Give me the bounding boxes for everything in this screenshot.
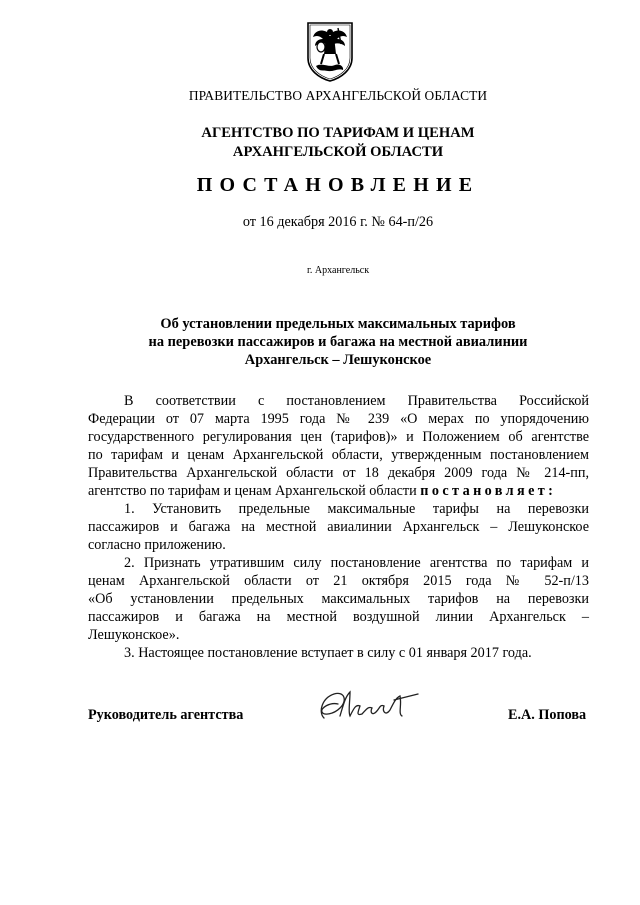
subject-line1: Об установлении предельных максимальных тарифов	[160, 316, 516, 332]
preamble-line: В соответствии с постановлением Правительства Российской	[124, 393, 589, 409]
item-2-line: пассажиров и багажа на местной воздушной линии Архангельск –	[88, 609, 589, 625]
item-1-line: пассажиров и багажа на местной авиалинии Архангельск – Лешуконское	[88, 519, 589, 535]
item-2	[88, 554, 589, 644]
document-body	[88, 392, 589, 662]
signatory-name: Е.А. Попова	[508, 707, 587, 723]
item-2-line: 2. Признать утратившим силу постановление агентства по тарифам и	[124, 555, 589, 571]
agency-name-line1: АГЕНТСТВО ПО ТАРИФАМ И ЦЕНАМ	[201, 125, 475, 141]
document-type-title: ПОСТАНОВЛЕНИЕ	[196, 174, 480, 196]
item-1-line: согласно приложению.	[88, 537, 226, 553]
item-2-line: ценам Архангельской области от 21 октября 2015 года № 52-п/13	[88, 573, 589, 589]
preamble-line: агентство по тарифам и ценам Архангельской области	[88, 483, 417, 499]
subject-line2: на перевозки пассажиров и багажа на местной авиалинии	[148, 334, 528, 350]
resolves-word: постановляет:	[420, 483, 557, 499]
preamble-line-last	[88, 482, 589, 500]
item-2-line: Лешуконское».	[88, 627, 180, 643]
preamble-line: по тарифам и ценам Архангельской области, утвержденным постановлением	[88, 447, 589, 463]
item-1-line: 1. Установить предельные максимальные тарифы на перевозки	[124, 501, 589, 517]
item-3-line: 3. Настоящее постановление вступает в силу с 01 января 2017 года.	[124, 645, 532, 661]
handwritten-signature-icon	[310, 682, 430, 732]
subject-line3: Архангельск – Лешуконское	[244, 352, 432, 368]
signatory-position: Руководитель агентства	[88, 707, 244, 723]
item-2-line: «Об установлении предельных максимальных тарифов на перевозки	[88, 591, 589, 607]
coat-of-arms-emblem-icon	[305, 20, 355, 82]
preamble-line: государственного регулирования цен (тарифов)» и Положением об агентстве	[88, 429, 589, 445]
preamble-line: Федерации от 07 марта 1995 года № 239 «О мерах по упорядочению	[88, 411, 589, 427]
city-name: г. Архангельск	[306, 265, 370, 276]
item-3	[88, 644, 589, 662]
item-1	[88, 500, 589, 554]
government-name: ПРАВИТЕЛЬСТВО АРХАНГЕЛЬСКОЙ ОБЛАСТИ	[188, 88, 488, 103]
preamble-paragraph	[88, 392, 589, 500]
preamble-line: Правительства Архангельской области от 18 декабря 2009 года № 214-пп,	[88, 465, 589, 481]
date-and-number: от 16 декабря 2016 г. № 64-п/26	[242, 214, 434, 230]
agency-name-line2: АРХАНГЕЛЬСКОЙ ОБЛАСТИ	[232, 144, 444, 160]
